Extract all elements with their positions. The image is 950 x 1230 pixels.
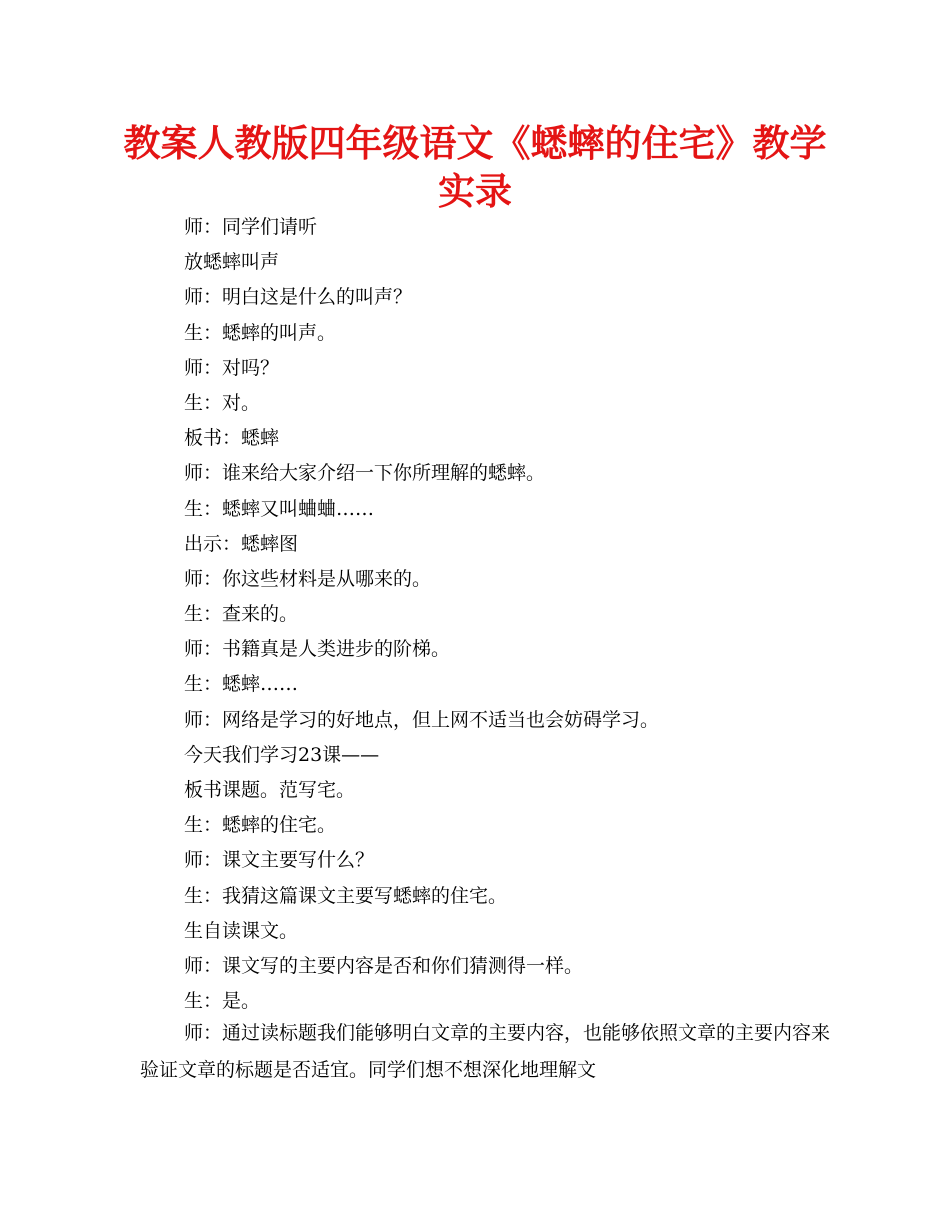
dialogue-line: 师：谁来给大家介绍一下你所理解的蟋蟀。 bbox=[184, 462, 546, 485]
dialogue-line: 生：蟋蟀…… bbox=[184, 673, 299, 696]
dialogue-line: 师：同学们请听 bbox=[184, 216, 318, 238]
dialogue-line: 板书课题。范写宅。 bbox=[184, 779, 356, 801]
dialogue-line: 生：蟋蟀又叫蛐蛐…… bbox=[184, 497, 375, 520]
dialogue-line: 今天我们学习23课—— bbox=[184, 743, 380, 766]
dialogue-line: 师：书籍真是人类进步的阶梯。 bbox=[184, 638, 451, 661]
dialogue-line: 生自读课文。 bbox=[184, 919, 299, 942]
dialogue-line: 板书：蟋蟀 bbox=[184, 427, 280, 450]
dialogue-line: 生：是。 bbox=[184, 990, 261, 1013]
dialogue-line: 师：对吗？ bbox=[184, 356, 280, 379]
dialogue-lines bbox=[184, 210, 844, 1019]
dialogue-line: 生：蟋蟀的叫声。 bbox=[184, 321, 337, 344]
document-title: 教案人教版四年级语文《蟋蟀的住宅》教学实录 bbox=[123, 122, 827, 213]
dialogue-line: 生：查来的。 bbox=[184, 603, 299, 626]
dialogue-line: 生：蟋蟀的住宅。 bbox=[184, 814, 337, 837]
dialogue-line: 师：你这些材料是从哪来的。 bbox=[184, 567, 432, 590]
body-paragraph: 师：通过读标题我们能够明白文章的主要内容，也能够依照文章的主要内容来验证文章的标题是否适宜。同学们想不想深化地理解文 bbox=[140, 1022, 831, 1081]
dialogue-line: 师：课文主要写什么？ bbox=[184, 849, 375, 872]
dialogue-line: 师：网络是学习的好地点，但上网不适当也会妨碍学习。 bbox=[184, 708, 660, 731]
dialogue-line: 生：对。 bbox=[184, 391, 261, 414]
dialogue-line: 出示：蟋蟀图 bbox=[184, 532, 299, 555]
dialogue-line: 生：我猜这篇课文主要写蟋蟀的住宅。 bbox=[184, 884, 508, 907]
dialogue-line: 师：课文写的主要内容是否和你们猜测得一样。 bbox=[184, 954, 584, 977]
dialogue-line: 放蟋蟀叫声 bbox=[184, 251, 280, 274]
dialogue-line: 师：明白这是什么的叫声？ bbox=[184, 286, 413, 309]
